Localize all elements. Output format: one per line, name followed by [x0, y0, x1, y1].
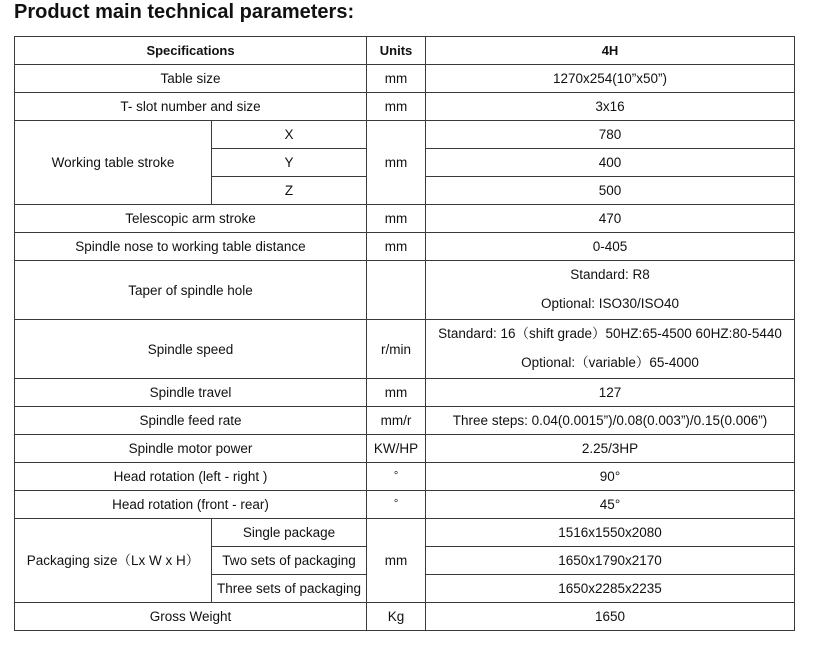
- table-row: [15, 65, 795, 93]
- row-value: [426, 320, 795, 379]
- row-value: 400: [426, 149, 795, 177]
- row-value: 45°: [426, 491, 795, 519]
- table-row: [15, 435, 795, 463]
- table-row: [15, 320, 795, 379]
- table-row: [15, 603, 795, 631]
- row-unit: mm: [367, 519, 426, 603]
- table-row: [15, 379, 795, 407]
- row-value: 3x16: [426, 93, 795, 121]
- row-unit: mm/r: [367, 407, 426, 435]
- table-row: [15, 93, 795, 121]
- taper-optional: Optional: ISO30/ISO40: [540, 296, 680, 311]
- row-label: Working table stroke: [15, 121, 212, 205]
- row-unit: mm: [367, 205, 426, 233]
- row-label: Spindle travel: [15, 379, 367, 407]
- row-value: 2.25/3HP: [426, 435, 795, 463]
- axis-label: Z: [212, 177, 367, 205]
- row-label: Head rotation (front - rear): [15, 491, 367, 519]
- spec-table: [14, 36, 795, 631]
- row-unit: °: [367, 491, 426, 519]
- row-unit: °: [367, 463, 426, 491]
- header-units: Units: [367, 37, 426, 65]
- table-row: [15, 519, 795, 547]
- table-row: [15, 261, 795, 320]
- packaging-option: Single package: [212, 519, 367, 547]
- page-title: Product main technical parameters:: [14, 1, 355, 23]
- row-label: Packaging size（Lx W x H）: [15, 519, 212, 603]
- packaging-option: Three sets of packaging: [212, 575, 367, 603]
- row-unit: KW/HP: [367, 435, 426, 463]
- row-value: 127: [426, 379, 795, 407]
- speed-standard: Standard: 16（shift grade）50HZ:65-4500 60HZ:80-5440: [438, 326, 782, 341]
- row-label: Spindle feed rate: [15, 407, 367, 435]
- axis-label: X: [212, 121, 367, 149]
- row-value: 1650x2285x2235: [426, 575, 795, 603]
- taper-standard: Standard: R8: [570, 267, 650, 282]
- speed-optional: Optional:（variable）65-4000: [521, 355, 699, 370]
- row-unit: mm: [367, 233, 426, 261]
- row-value: 1270x254(10”x50”): [426, 65, 795, 93]
- row-label: T- slot number and size: [15, 93, 367, 121]
- row-unit: [367, 261, 426, 320]
- row-unit: mm: [367, 93, 426, 121]
- header-spec: Specifications: [15, 37, 367, 65]
- row-value: Three steps: 0.04(0.0015”)/0.08(0.003”)/0.15(0.006”): [426, 407, 795, 435]
- row-value: 1650: [426, 603, 795, 631]
- row-unit: mm: [367, 379, 426, 407]
- table-row: [15, 407, 795, 435]
- header-row: [15, 37, 795, 65]
- row-label: Spindle nose to working table distance: [15, 233, 367, 261]
- packaging-option: Two sets of packaging: [212, 547, 367, 575]
- row-value: 500: [426, 177, 795, 205]
- row-value: 470: [426, 205, 795, 233]
- row-value: 0-405: [426, 233, 795, 261]
- table-row: [15, 491, 795, 519]
- row-unit: r/min: [367, 320, 426, 379]
- table-row: [15, 121, 795, 149]
- axis-label: Y: [212, 149, 367, 177]
- row-label: Table size: [15, 65, 367, 93]
- table-row: [15, 463, 795, 491]
- row-value: 90°: [426, 463, 795, 491]
- table-row: [15, 205, 795, 233]
- row-unit: Kg: [367, 603, 426, 631]
- row-label: Taper of spindle hole: [15, 261, 367, 320]
- row-label: Telescopic arm stroke: [15, 205, 367, 233]
- row-label: Spindle motor power: [15, 435, 367, 463]
- header-model: 4H: [426, 37, 795, 65]
- row-value: 1516x1550x2080: [426, 519, 795, 547]
- row-unit: mm: [367, 121, 426, 205]
- row-label: Spindle speed: [15, 320, 367, 379]
- row-label: Head rotation (left - right ): [15, 463, 367, 491]
- row-label: Gross Weight: [15, 603, 367, 631]
- row-value: [426, 261, 795, 320]
- row-value: 1650x1790x2170: [426, 547, 795, 575]
- table-row: [15, 233, 795, 261]
- row-unit: mm: [367, 65, 426, 93]
- row-value: 780: [426, 121, 795, 149]
